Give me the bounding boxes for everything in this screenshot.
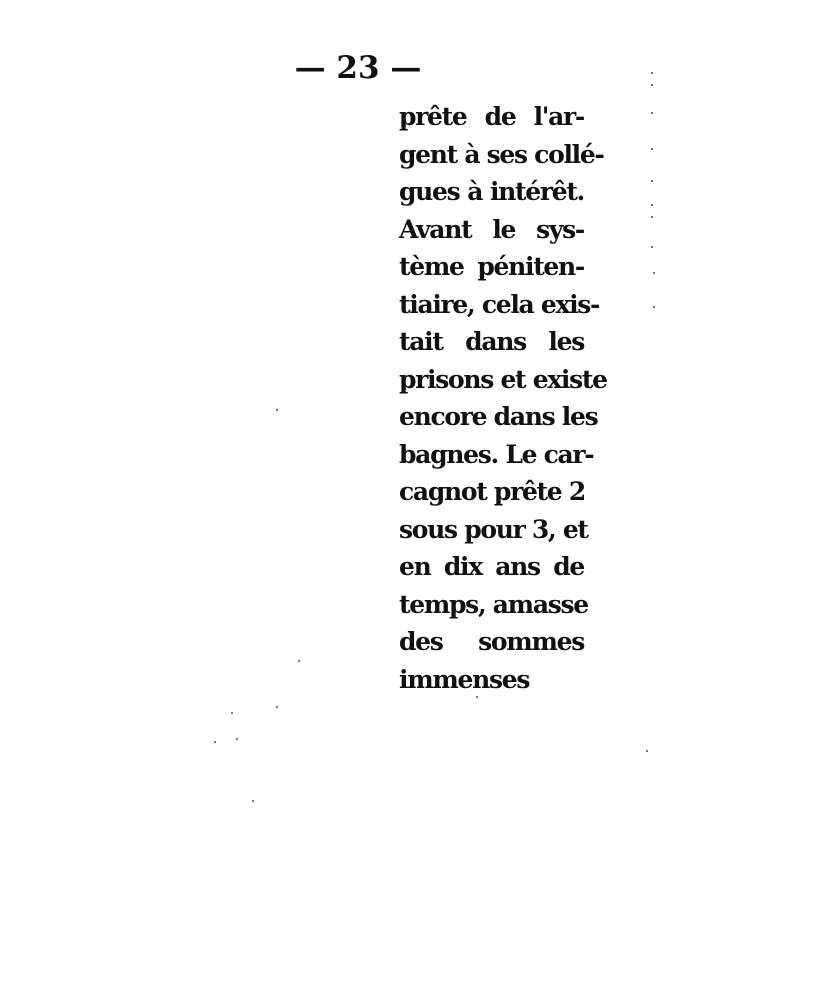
- text-line: prête de l'ar-: [399, 102, 584, 131]
- scan-speck: [276, 706, 278, 708]
- scan-speck: [651, 112, 653, 114]
- text-line: temps, amasse: [399, 589, 588, 619]
- scan-speck: [276, 409, 278, 411]
- text-line: bagnes. Le car-: [399, 439, 594, 469]
- scan-speck: [252, 800, 254, 802]
- scan-speck: [651, 180, 653, 182]
- scan-speck: [651, 246, 653, 248]
- scan-speck: [651, 72, 653, 74]
- text-line: en dix ans de: [399, 552, 584, 581]
- text-line: Avant le sys-: [399, 214, 584, 244]
- text-line: cagnot prête 2: [399, 477, 585, 506]
- text-line: gues à intérêt.: [399, 177, 584, 206]
- text-line: tiaire, cela exis-: [399, 289, 600, 319]
- scan-speck: [298, 660, 300, 662]
- scan-speck: [651, 204, 653, 206]
- page-number: — 23 —: [294, 50, 422, 86]
- text-line: gent à ses collé-: [399, 139, 604, 169]
- scan-speck: [214, 741, 216, 743]
- text-line: encore dans les: [399, 402, 598, 431]
- text-line: sous pour 3, et: [399, 514, 588, 544]
- scan-speck: [653, 272, 655, 274]
- scan-speck: [653, 306, 655, 308]
- text-column: [399, 98, 607, 698]
- scan-speck: [231, 712, 233, 714]
- scan-speck: [651, 216, 653, 218]
- scan-speck: [646, 750, 648, 752]
- scan-speck: [236, 738, 238, 740]
- text-line: tait dans les: [399, 327, 584, 356]
- text-line: prisons et existe: [399, 364, 607, 394]
- scan-speck: [651, 148, 653, 150]
- text-line: tème péniten-: [399, 252, 584, 281]
- scan-speck: [651, 84, 653, 86]
- text-line: des sommes: [399, 627, 584, 656]
- text-line: immenses: [399, 664, 530, 694]
- scan-speck: [476, 696, 478, 698]
